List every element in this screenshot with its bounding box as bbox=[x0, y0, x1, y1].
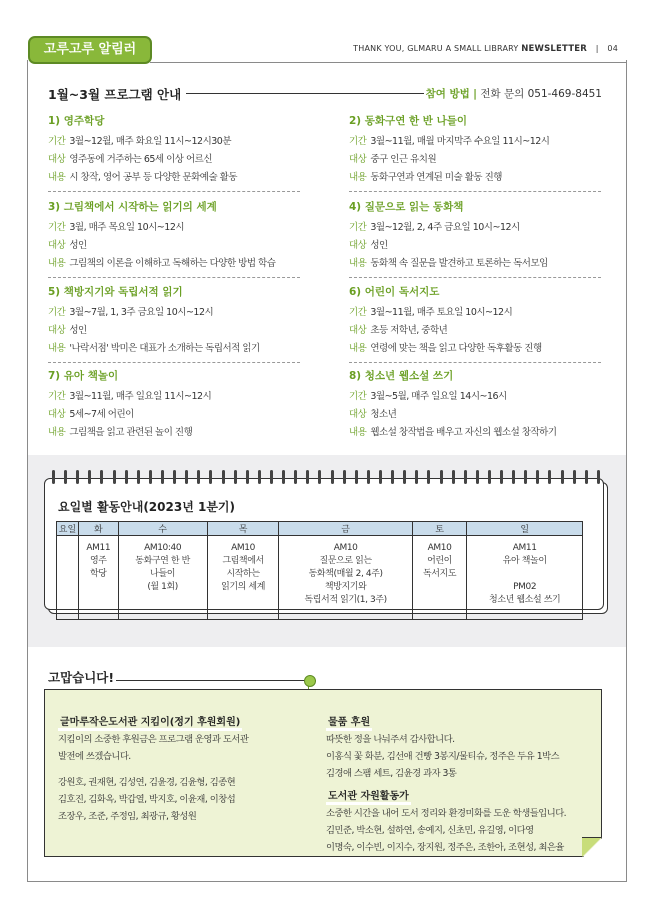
program-detail-key: 내용 bbox=[349, 427, 367, 438]
thanks-group-line: 따뜻한 정을 나눠주셔 감사합니다. bbox=[326, 734, 455, 745]
program-detail-key: 대상 bbox=[48, 325, 66, 336]
program-detail-key: 대상 bbox=[349, 240, 367, 251]
ring-icon bbox=[355, 470, 358, 484]
program-detail-row bbox=[349, 406, 601, 424]
program-item bbox=[48, 368, 300, 442]
ring-icon bbox=[561, 470, 564, 484]
program-detail-value: 그림책의 이론을 이해하고 독해하는 다양한 방법 학습 bbox=[69, 258, 276, 269]
program-detail-row bbox=[48, 406, 300, 424]
program-detail-key: 기간 bbox=[48, 136, 66, 147]
program-detail-key: 대상 bbox=[48, 240, 66, 251]
thanks-group-heading: 물품 후원 bbox=[326, 713, 372, 731]
ring-icon bbox=[343, 470, 346, 484]
thanks-group-line: 소중한 시간을 내어 도서 정리와 환경미화를 도운 학생들입니다. bbox=[326, 808, 567, 819]
ring-icon bbox=[464, 470, 467, 484]
program-detail-value: 그림책을 읽고 관련된 놀이 진행 bbox=[69, 427, 193, 438]
program-detail-value: 성인 bbox=[69, 325, 87, 336]
program-detail-row bbox=[349, 169, 601, 187]
program-detail-key: 내용 bbox=[349, 258, 367, 269]
program-detail-key: 내용 bbox=[349, 172, 367, 183]
ring-icon bbox=[452, 470, 455, 484]
schedule-day-header: 금 bbox=[279, 522, 412, 536]
program-detail-row bbox=[48, 133, 300, 151]
ring-icon bbox=[585, 470, 588, 484]
schedule-table bbox=[56, 521, 583, 620]
program-detail-row bbox=[48, 151, 300, 169]
thanks-group bbox=[326, 710, 559, 782]
program-detail-row bbox=[349, 255, 601, 273]
program-detail-value: 3월~11월, 매주 토요일 10시~12시 bbox=[370, 307, 513, 318]
ring-icon bbox=[100, 470, 103, 484]
ring-icon bbox=[149, 470, 152, 484]
program-detail-row bbox=[349, 424, 601, 442]
programs-title: 1월~3월 프로그램 안내 bbox=[48, 87, 182, 102]
program-detail-value: 3월~12월, 2, 4주 금요일 10시~12시 bbox=[370, 222, 520, 233]
contact-text: 전화 문의 051-469-8451 bbox=[480, 88, 602, 100]
program-detail-key: 대상 bbox=[349, 325, 367, 336]
schedule-title: 요일별 활동안내(2023년 1분기) bbox=[58, 500, 235, 514]
program-item bbox=[48, 199, 300, 278]
program-detail-value: 3월~11월, 매주 일요일 11시~12시 bbox=[69, 391, 212, 402]
ring-icon bbox=[125, 470, 128, 484]
thanks-group-line: 김경애 스팸 세트, 김윤경 과자 3통 bbox=[326, 768, 457, 779]
program-divider bbox=[48, 277, 300, 278]
schedule-day-header: 화 bbox=[79, 522, 119, 536]
program-detail-key: 대상 bbox=[349, 154, 367, 165]
thanks-group-heading: 도서관 자원활동가 bbox=[326, 787, 411, 805]
program-detail-row bbox=[48, 237, 300, 255]
contact-label: 참여 방법 bbox=[425, 88, 470, 100]
newsletter-header bbox=[353, 44, 618, 54]
ring-icon bbox=[367, 470, 370, 484]
program-detail-key: 기간 bbox=[48, 222, 66, 233]
header-newsletter: NEWSLETTER bbox=[521, 44, 587, 54]
program-detail-value: 웹소설 창작법을 배우고 자신의 웹소설 창작하기 bbox=[370, 427, 557, 438]
schedule-day-header: 일 bbox=[467, 522, 583, 536]
program-detail-key: 내용 bbox=[48, 172, 66, 183]
program-divider bbox=[48, 191, 300, 192]
ring-icon bbox=[209, 470, 212, 484]
program-detail-key: 내용 bbox=[48, 258, 66, 269]
program-detail-key: 기간 bbox=[48, 391, 66, 402]
notebook-rings bbox=[52, 470, 600, 484]
program-item bbox=[349, 368, 601, 442]
program-title: 4) 질문으로 읽는 동화책 bbox=[349, 201, 464, 213]
ring-icon bbox=[415, 470, 418, 484]
program-detail-row bbox=[48, 219, 300, 237]
program-item bbox=[349, 199, 601, 278]
program-detail-row bbox=[48, 255, 300, 273]
thanks-group-line: 김호진, 김화옥, 박갑열, 박지호, 이윤재, 이창섭 bbox=[58, 794, 236, 805]
program-detail-row bbox=[349, 133, 601, 151]
program-detail-key: 내용 bbox=[48, 427, 66, 438]
schedule-cell: AM10:40 동화구연 한 반 나들이 (월 1회) bbox=[118, 536, 207, 620]
ring-icon bbox=[331, 470, 334, 484]
thanks-group-line: 강원호, 권재현, 김성연, 김윤경, 김윤형, 김종현 bbox=[58, 777, 236, 788]
ring-icon bbox=[548, 470, 551, 484]
ring-icon bbox=[270, 470, 273, 484]
program-detail-row bbox=[48, 322, 300, 340]
schedule-day-header: 수 bbox=[118, 522, 207, 536]
program-detail-value: 동화책 속 질문을 발견하고 토론하는 독서모임 bbox=[370, 258, 548, 269]
program-detail-row bbox=[48, 424, 300, 442]
schedule-day-header: 토 bbox=[412, 522, 467, 536]
ring-icon bbox=[185, 470, 188, 484]
program-detail-key: 기간 bbox=[349, 391, 367, 402]
ring-icon bbox=[113, 470, 116, 484]
contact-info bbox=[426, 86, 602, 101]
program-divider bbox=[349, 191, 601, 192]
page-number: 04 bbox=[607, 44, 618, 53]
program-detail-value: 5세~7세 어린이 bbox=[69, 409, 134, 420]
program-detail-key: 기간 bbox=[349, 222, 367, 233]
program-detail-row bbox=[349, 322, 601, 340]
ring-icon bbox=[258, 470, 261, 484]
program-detail-value: 연령에 맞는 책을 읽고 다양한 독후활동 진행 bbox=[370, 343, 542, 354]
ring-icon bbox=[52, 470, 55, 484]
program-detail-value: 영주동에 거주하는 65세 이상 어르신 bbox=[69, 154, 213, 165]
ring-icon bbox=[197, 470, 200, 484]
ring-icon bbox=[391, 470, 394, 484]
schedule-cell bbox=[57, 536, 79, 620]
program-detail-key: 대상 bbox=[349, 409, 367, 420]
program-detail-row bbox=[349, 237, 601, 255]
ring-icon bbox=[318, 470, 321, 484]
program-detail-value: '나락서점' 박미은 대표가 소개하는 독립서적 읽기 bbox=[69, 343, 260, 354]
ring-icon bbox=[222, 470, 225, 484]
program-detail-value: 3월, 매주 목요일 10시~12시 bbox=[69, 222, 185, 233]
program-detail-value: 성인 bbox=[370, 240, 388, 251]
ring-icon bbox=[306, 470, 309, 484]
ring-icon bbox=[234, 470, 237, 484]
program-detail-value: 청소년 bbox=[370, 409, 397, 420]
header-rule bbox=[150, 62, 627, 63]
programs-title-rule bbox=[186, 93, 424, 94]
thanks-group-heading: 글마루작은도서관 지킴이(정기 후원회원) bbox=[58, 713, 242, 731]
ring-icon bbox=[488, 470, 491, 484]
program-detail-key: 내용 bbox=[349, 343, 367, 354]
thanks-title: 고맙습니다! bbox=[48, 670, 115, 685]
program-detail-key: 대상 bbox=[48, 409, 66, 420]
schedule-day-header: 요일 bbox=[57, 522, 79, 536]
program-detail-row bbox=[48, 388, 300, 406]
program-item bbox=[48, 284, 300, 363]
schedule-cell: AM11 유아 책놀이 PM02 청소년 웹소설 쓰기 bbox=[467, 536, 583, 620]
thanks-group-line: 지킴이의 소중한 후원금은 프로그램 운영과 도서관 bbox=[58, 734, 249, 745]
program-detail-row bbox=[48, 169, 300, 187]
ring-icon bbox=[76, 470, 79, 484]
ring-icon bbox=[512, 470, 515, 484]
thanks-group-line: 이명숙, 이수빈, 이지수, 장지원, 정주은, 조한아, 조현성, 최은율 bbox=[326, 842, 564, 853]
ring-icon bbox=[403, 470, 406, 484]
ring-icon bbox=[246, 470, 249, 484]
ring-icon bbox=[597, 470, 600, 484]
header-separator: | bbox=[595, 44, 599, 53]
ring-icon bbox=[161, 470, 164, 484]
program-title: 5) 책방지기와 독립서적 읽기 bbox=[48, 286, 183, 298]
thanks-group-line: 조장우, 조준, 주정임, 최광규, 황성원 bbox=[58, 811, 197, 822]
program-detail-value: 시 창작, 영어 공부 등 다양한 문화예술 활동 bbox=[69, 172, 238, 183]
program-detail-value: 3월~5월, 매주 일요일 14시~16시 bbox=[370, 391, 507, 402]
program-detail-row bbox=[349, 219, 601, 237]
program-detail-key: 기간 bbox=[349, 307, 367, 318]
program-detail-row bbox=[48, 304, 300, 322]
header-tagline: THANK YOU, GLMARU A SMALL LIBRARY bbox=[353, 44, 519, 53]
ring-icon bbox=[379, 470, 382, 484]
program-detail-value: 성인 bbox=[69, 240, 87, 251]
thanks-group-line: 발전에 쓰겠습니다. bbox=[58, 751, 131, 762]
thanks-group-line: 이홍식 꽃 화분, 김선애 건빵 3봉지/물티슈, 정주은 두유 1박스 bbox=[326, 751, 560, 762]
program-divider bbox=[349, 362, 601, 363]
contact-separator: | bbox=[473, 88, 478, 100]
pin-icon bbox=[304, 675, 316, 687]
program-title: 8) 청소년 웹소설 쓰기 bbox=[349, 370, 454, 382]
program-title: 3) 그림책에서 시작하는 읽기의 세계 bbox=[48, 201, 217, 213]
ring-icon bbox=[137, 470, 140, 484]
schedule-cell: AM10 그림책에서 시작하는 읽기의 세계 bbox=[207, 536, 279, 620]
ring-icon bbox=[573, 470, 576, 484]
program-detail-value: 3월~7월, 1, 3주 금요일 10시~12시 bbox=[69, 307, 214, 318]
program-detail-value: 초등 저학년, 중학년 bbox=[370, 325, 448, 336]
program-title: 1) 영주학당 bbox=[48, 115, 105, 127]
program-title: 7) 유아 책놀이 bbox=[48, 370, 119, 382]
thanks-rule bbox=[116, 680, 308, 681]
program-title: 6) 어린이 독서지도 bbox=[349, 286, 440, 298]
program-item bbox=[349, 113, 601, 192]
program-item bbox=[349, 284, 601, 363]
program-detail-value: 3월~12월, 매주 화요일 11시~12시30분 bbox=[69, 136, 232, 147]
program-detail-value: 동화구연과 연계된 미술 활동 진행 bbox=[370, 172, 502, 183]
ring-icon bbox=[173, 470, 176, 484]
program-detail-key: 기간 bbox=[48, 307, 66, 318]
thanks-group-line: 김민준, 박소현, 설하연, 송예지, 신초민, 유길영, 이다영 bbox=[326, 825, 534, 836]
program-detail-row bbox=[48, 340, 300, 358]
schedule-cell: AM10 질문으로 읽는 동화책(매월 2, 4주) 책방지기와 독립서적 읽기(1, 3주) bbox=[279, 536, 412, 620]
ring-icon bbox=[282, 470, 285, 484]
ring-icon bbox=[64, 470, 67, 484]
schedule-cell: AM10 어린이 독서지도 bbox=[412, 536, 467, 620]
ring-icon bbox=[524, 470, 527, 484]
program-detail-value: 3월~11월, 매월 마지막주 수요일 11시~12시 bbox=[370, 136, 550, 147]
program-detail-row bbox=[349, 151, 601, 169]
ring-icon bbox=[294, 470, 297, 484]
program-detail-key: 대상 bbox=[48, 154, 66, 165]
schedule-header-row bbox=[57, 522, 583, 536]
program-detail-row bbox=[349, 304, 601, 322]
thanks-group bbox=[326, 784, 566, 856]
schedule-cell: AM11 영주 학당 bbox=[79, 536, 119, 620]
program-divider bbox=[349, 277, 601, 278]
program-item bbox=[48, 113, 300, 192]
program-detail-row bbox=[349, 340, 601, 358]
program-detail-value: 중구 인근 유치원 bbox=[370, 154, 437, 165]
schedule-row bbox=[57, 536, 583, 620]
ring-icon bbox=[440, 470, 443, 484]
section-tab: 고루고루 알림러 bbox=[28, 36, 152, 64]
program-detail-key: 내용 bbox=[48, 343, 66, 354]
ring-icon bbox=[500, 470, 503, 484]
schedule-day-header: 목 bbox=[207, 522, 279, 536]
ring-icon bbox=[427, 470, 430, 484]
program-detail-key: 기간 bbox=[349, 136, 367, 147]
program-divider bbox=[48, 362, 300, 363]
ring-icon bbox=[476, 470, 479, 484]
ring-icon bbox=[88, 470, 91, 484]
program-detail-row bbox=[349, 388, 601, 406]
program-title: 2) 동화구연 한 반 나들이 bbox=[349, 115, 468, 127]
thanks-group bbox=[58, 710, 248, 825]
thanks-group-line bbox=[58, 765, 248, 774]
ring-icon bbox=[536, 470, 539, 484]
